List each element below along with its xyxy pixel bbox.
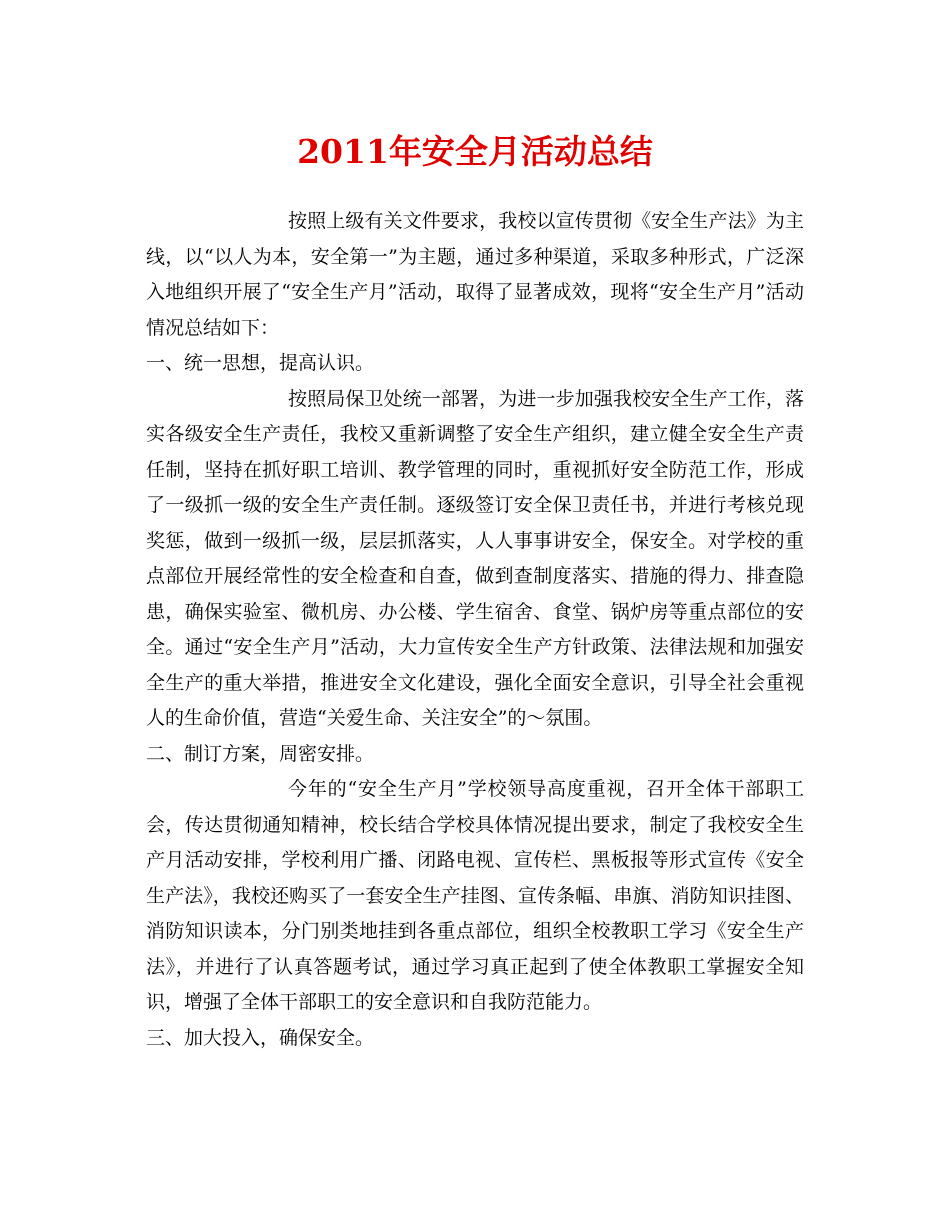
section-paragraph-2: 今年的“安全生产月”学校领导高度重视，召开全体干部职工会，传达贯彻通知精神，校长结合学校具体情况提出要求，制定了我校安全生产月活动安排，学校利用广播、闭路电视、宣传栏、黑板报等形式宣传《安全生产法》，我校还购买了一套安全生产挂图、宣传条幅、串旗、消防知识挂图、消防知识读本，分门别类地挂到各重点部位，组织全校教职工学习《安全生产法》，并进行了认真答题考试，通过学习真正起到了使全体教职工掌握安全知识，增强了全体干部职工的安全意识和自我防范能力。 xyxy=(146,778,804,1013)
section-heading-2: 二、制订方案，周密安排。 xyxy=(146,742,375,765)
document-body xyxy=(146,204,804,1056)
section-paragraph-1: 按照局保卫处统一部署，为进一步加强我校安全生产工作，落实各级安全生产责任，我校又重新调整了安全生产组织，建立健全安全生产责任制，坚持在抓好职工培训、教学管理的同时，重视抓好安全防范工作，形成了一级抓一级的安全生产责任制。逐级签订安全保卫责任书，并进行考核兑现奖惩，做到一级抓一级，层层抓落实，人人事事讲安全，保安全。对学校的重点部位开展经常性的安全检查和自查，做到查制度落实、措施的得力、排查隐患，确保实验室、微机房、办公楼、学生宿舍、食堂、锅炉房等重点部位的安全。通过“安全生产月”活动，大力宣传安全生产方针政策、法律法规和加强安全生产的重大举措，推进安全文化建设，强化全面安全意识，引导全社会重视人的生命价值，营造“关爱生命、关注安全”的～氛围。 xyxy=(146,387,804,729)
section-heading-1: 一、统一思想，提高认识。 xyxy=(146,352,375,374)
document-title: 2011年安全月活动总结 xyxy=(297,132,653,171)
section-heading-3: 三、加大投入，确保安全。 xyxy=(146,1026,375,1049)
intro-paragraph: 按照上级有关文件要求，我校以宣传贯彻《安全生产法》为主线，以“以人为本，安全第一”为主题，通过多种渠道，采取多种形式，广泛深入地组织开展了“安全生产月”活动，取得了显著成效，现将“安全生产月”活动情况总结如下： xyxy=(146,210,804,339)
